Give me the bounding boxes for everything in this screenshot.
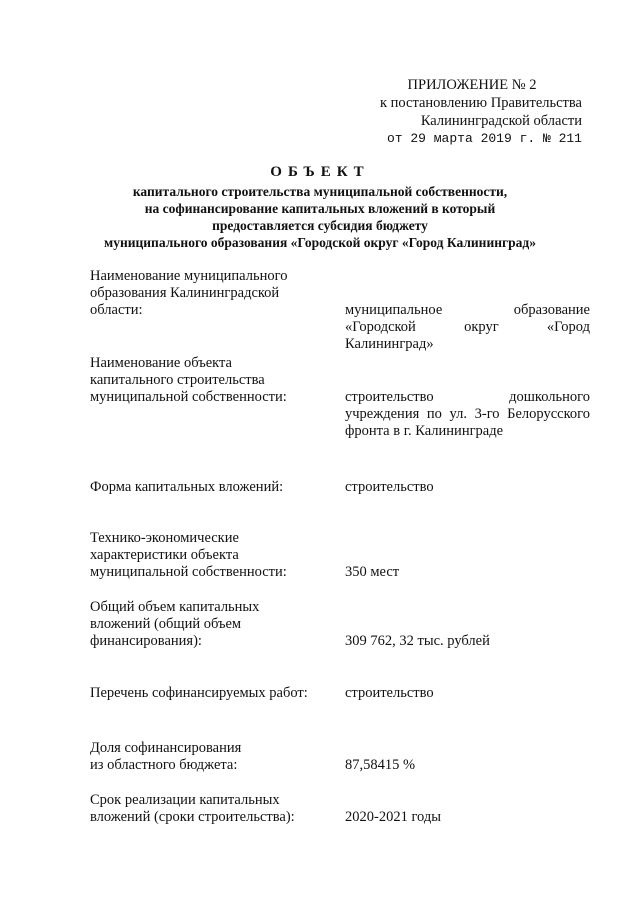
value-line: «Городской округ «Город [345, 319, 590, 335]
appendix-resolution: к постановлению Правительства [380, 95, 582, 111]
label-line: Технико-экономические [90, 530, 239, 546]
label-line: вложений (сроки строительства): [90, 809, 295, 825]
value-line: 309 762, 32 тыс. рублей [345, 633, 490, 649]
label-line: Доля софинансирования [90, 740, 242, 756]
value-line: учреждения по ул. 3-го Белорусского [345, 406, 590, 422]
field-value [345, 757, 590, 774]
field-value [345, 633, 590, 650]
heading-line-4: муниципального образования «Городской округ «Город Калининград» [104, 235, 536, 250]
label-line: капитального строительства [90, 372, 265, 388]
appendix-title: ПРИЛОЖЕНИЕ № 2 [407, 77, 537, 93]
field-label [90, 268, 330, 319]
heading-title: ОБЪЕКТ [270, 164, 370, 180]
heading-line-3: предоставляется субсидия бюджету [212, 218, 428, 233]
value-line: 2020-2021 годы [345, 809, 441, 825]
field-label [90, 792, 330, 826]
value-line: фронта в г. Калининграде [345, 423, 504, 439]
value-line: строительство [345, 685, 434, 701]
field-label [90, 599, 330, 650]
appendix-region: Калининградской области [420, 113, 582, 129]
value-line: Калининград» [345, 336, 434, 352]
value-line: строительство дошкольного [345, 389, 590, 405]
document-heading [60, 164, 580, 251]
label-line: образования Калининградской [90, 285, 280, 301]
label-line: Наименование объекта [90, 355, 232, 371]
label-line: области: [90, 302, 143, 318]
heading-line-2: на софинансирование капитальных вложений в который [144, 201, 496, 216]
label-line: характеристики объекта [90, 547, 239, 563]
heading-line-1: капитального строительства муниципальной собственности, [132, 184, 508, 199]
label-line: Срок реализации капитальных [90, 792, 280, 808]
value-line: строительство [345, 479, 434, 495]
field-value [345, 389, 590, 440]
label-line: Наименование муниципального [90, 268, 288, 284]
field-value [345, 685, 590, 702]
field-label [90, 740, 330, 774]
appendix-date-number: от 29 марта 2019 г. № 211 [386, 131, 582, 146]
field-value [345, 564, 590, 581]
label-line: из областного бюджета: [90, 757, 238, 773]
label-line: муниципальной собственности: [90, 389, 287, 405]
field-value [345, 302, 590, 353]
value-line: муниципальное образование [345, 302, 590, 318]
label-line: вложений (общий объем [90, 616, 242, 632]
field-label [90, 685, 330, 702]
field-label [90, 530, 330, 581]
label-line: Перечень софинансируемых работ: [90, 685, 308, 701]
field-value [345, 809, 590, 826]
label-line: финансирования): [90, 633, 202, 649]
field-label [90, 355, 330, 406]
field-value [345, 479, 590, 496]
label-line: Форма капитальных вложений: [90, 479, 284, 495]
appendix-block [322, 76, 582, 148]
value-line: 87,58415 % [345, 757, 416, 773]
field-label [90, 479, 330, 496]
value-line: 350 мест [345, 564, 400, 580]
label-line: Общий объем капитальных [90, 599, 260, 615]
label-line: муниципальной собственности: [90, 564, 287, 580]
